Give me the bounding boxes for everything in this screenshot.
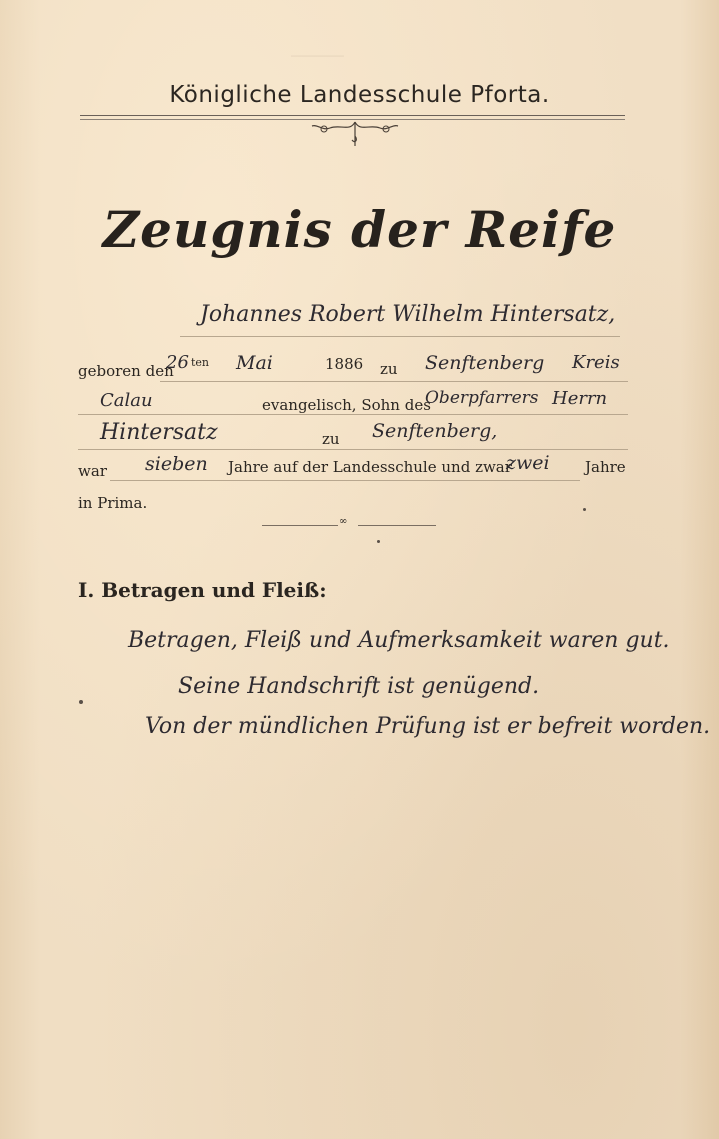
birth-place: Senftenberg: [425, 352, 545, 374]
father-name: Hintersatz: [100, 420, 218, 445]
ornament-flourish-icon: [300, 118, 410, 152]
years-total: sieben: [145, 453, 208, 475]
assessment-line-3: Von der mündlichen Prüfung ist er befreit worden.: [145, 714, 711, 739]
kreis-underline: [78, 414, 628, 415]
jahre-label: Jahre auf der Landesschule und zwar: [228, 458, 512, 476]
zu-label: zu: [380, 360, 398, 378]
ink-speck: [583, 508, 586, 511]
herrn-word: Herrn: [552, 388, 608, 409]
evangelisch-label: evangelisch, Sohn des: [262, 396, 431, 414]
jahre-label-2: Jahre: [585, 458, 626, 476]
student-name: Johannes Robert Wilhelm Hintersatz,: [200, 302, 616, 327]
war-label: war: [78, 462, 107, 480]
geboren-underline: [160, 381, 628, 382]
name-underline: [180, 336, 620, 337]
geboren-label: geboren den: [78, 362, 174, 380]
kreis-name: Calau: [100, 390, 153, 411]
kreis-word: Kreis: [572, 352, 620, 373]
father-underline: [78, 449, 628, 450]
in-prima-label: in Prima.: [78, 494, 148, 512]
zu-label-2: zu: [322, 430, 340, 448]
school-header: Königliche Landesschule Pforta.: [169, 82, 550, 108]
bleed-through-mark: ⸻: [290, 43, 346, 68]
birth-year: 1886: [325, 355, 364, 373]
ten-suffix: ten: [191, 356, 210, 369]
years-prima: zwei: [506, 452, 550, 474]
ink-speck-3: [79, 700, 83, 704]
header-rule-top: [80, 115, 625, 116]
assessment-line-1: Betragen, Fleiß und Aufmerksamkeit waren gut.: [128, 628, 670, 653]
assessment-line-2: Seine Handschrift ist genügend.: [178, 674, 540, 699]
document-title: Zeugnis der Reife: [102, 200, 617, 259]
divider-ornament-icon: ∞: [339, 516, 348, 527]
divider-right: [358, 525, 436, 526]
father-place: Senftenberg,: [372, 420, 498, 442]
ink-speck-2: [377, 540, 380, 543]
section-heading-betragen: I. Betragen und Fleiß:: [78, 578, 327, 602]
birth-day: 26: [166, 352, 189, 373]
divider-left: [262, 525, 338, 526]
war-underline: [110, 480, 580, 481]
father-title: Oberpfarrers: [425, 388, 539, 408]
birth-month: Mai: [236, 352, 273, 374]
